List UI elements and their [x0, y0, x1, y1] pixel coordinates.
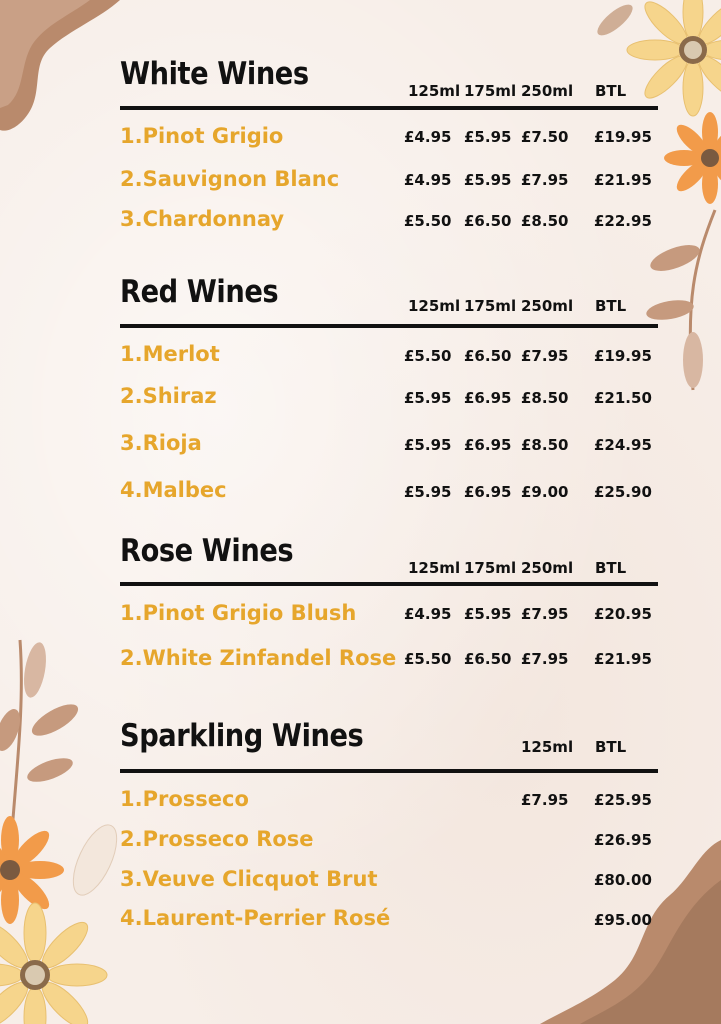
column-header-175ml: 175ml	[464, 82, 517, 100]
wine-name: 4.Malbec	[120, 478, 227, 502]
wine-name: 1.Merlot	[120, 342, 220, 366]
price-btl: £21.50	[594, 389, 652, 407]
brown-blob-top-left	[0, 0, 130, 135]
wine-name: 3.Rioja	[120, 431, 202, 455]
price-125ml: £5.50	[404, 347, 452, 365]
price-125ml: £5.50	[404, 212, 452, 230]
price-btl: £19.95	[594, 347, 652, 365]
section-divider	[120, 769, 658, 773]
wine-name: 2.Sauvignon Blanc	[120, 167, 340, 191]
wine-name: 1.Prosseco	[120, 787, 249, 811]
wine-name: 1.Pinot Grigio Blush	[120, 601, 357, 625]
price-125ml: £4.95	[404, 171, 452, 189]
column-header-250ml: 250ml	[521, 82, 574, 100]
column-header-125ml: 125ml	[408, 559, 461, 577]
price-btl: £25.90	[594, 483, 652, 501]
price-125ml: £5.95	[404, 436, 452, 454]
column-header-250ml: 250ml	[521, 559, 574, 577]
price-250ml: £9.00	[521, 483, 569, 501]
price-250ml: £7.95	[521, 605, 569, 623]
price-btl: £80.00	[594, 871, 652, 889]
section-divider	[120, 324, 658, 328]
price-125ml: £4.95	[404, 128, 452, 146]
column-header-btl: BTL	[595, 297, 627, 315]
wine-name: 2.Shiraz	[120, 384, 217, 408]
price-250ml: £8.50	[521, 389, 569, 407]
price-125ml: £5.95	[404, 483, 452, 501]
wine-name: 2.White Zinfandel Rose	[120, 646, 397, 670]
price-175ml: £6.95	[464, 483, 512, 501]
section-divider	[120, 106, 658, 110]
price-btl: £26.95	[594, 831, 652, 849]
price-btl: £24.95	[594, 436, 652, 454]
price-175ml: £6.95	[464, 389, 512, 407]
price-175ml: £5.95	[464, 171, 512, 189]
wine-name: 3.Veuve Clicquot Brut	[120, 867, 378, 891]
column-header-btl: BTL	[595, 738, 627, 756]
section-divider	[120, 582, 658, 586]
price-250ml: £8.50	[521, 212, 569, 230]
price-250ml: £7.50	[521, 128, 569, 146]
price-125ml: £5.50	[404, 650, 452, 668]
price-175ml: £6.50	[464, 650, 512, 668]
column-header-btl: BTL	[595, 82, 627, 100]
column-header-125ml: 125ml	[408, 82, 461, 100]
price-175ml: £6.95	[464, 436, 512, 454]
column-header-125ml: 125ml	[521, 738, 574, 756]
brown-blob-bottom-right	[520, 840, 721, 1024]
section-title-rose-wines: Rose Wines	[120, 533, 294, 569]
wine-name: 3.Chardonnay	[120, 207, 285, 231]
price-btl: £19.95	[594, 128, 652, 146]
price-250ml: £7.95	[521, 650, 569, 668]
price-250ml: £7.95	[521, 347, 569, 365]
column-header-125ml: 125ml	[408, 297, 461, 315]
price-btl: £20.95	[594, 605, 652, 623]
price-btl: £25.95	[594, 791, 652, 809]
wine-name: 1.Pinot Grigio	[120, 124, 284, 148]
section-title-white-wines: White Wines	[120, 56, 309, 92]
section-title-sparkling-wines: Sparkling Wines	[120, 718, 364, 754]
price-btl: £95.00	[594, 911, 652, 929]
price-175ml: £6.50	[464, 212, 512, 230]
price-btl: £22.95	[594, 212, 652, 230]
price-125ml: £5.95	[404, 389, 452, 407]
section-title-red-wines: Red Wines	[120, 274, 279, 310]
wine-name: 2.Prosseco Rose	[120, 827, 314, 851]
price-btl: £21.95	[594, 650, 652, 668]
price-175ml: £5.95	[464, 605, 512, 623]
price-175ml: £5.95	[464, 128, 512, 146]
price-125ml: £7.95	[521, 791, 569, 809]
column-header-175ml: 175ml	[464, 559, 517, 577]
wine-name: 4.Laurent-Perrier Rosé	[120, 906, 391, 930]
flower-cluster-top-right	[575, 0, 721, 400]
price-250ml: £7.95	[521, 171, 569, 189]
price-175ml: £6.50	[464, 347, 512, 365]
price-250ml: £8.50	[521, 436, 569, 454]
column-header-175ml: 175ml	[464, 297, 517, 315]
price-btl: £21.95	[594, 171, 652, 189]
column-header-btl: BTL	[595, 559, 627, 577]
column-header-250ml: 250ml	[521, 297, 574, 315]
price-125ml: £4.95	[404, 605, 452, 623]
